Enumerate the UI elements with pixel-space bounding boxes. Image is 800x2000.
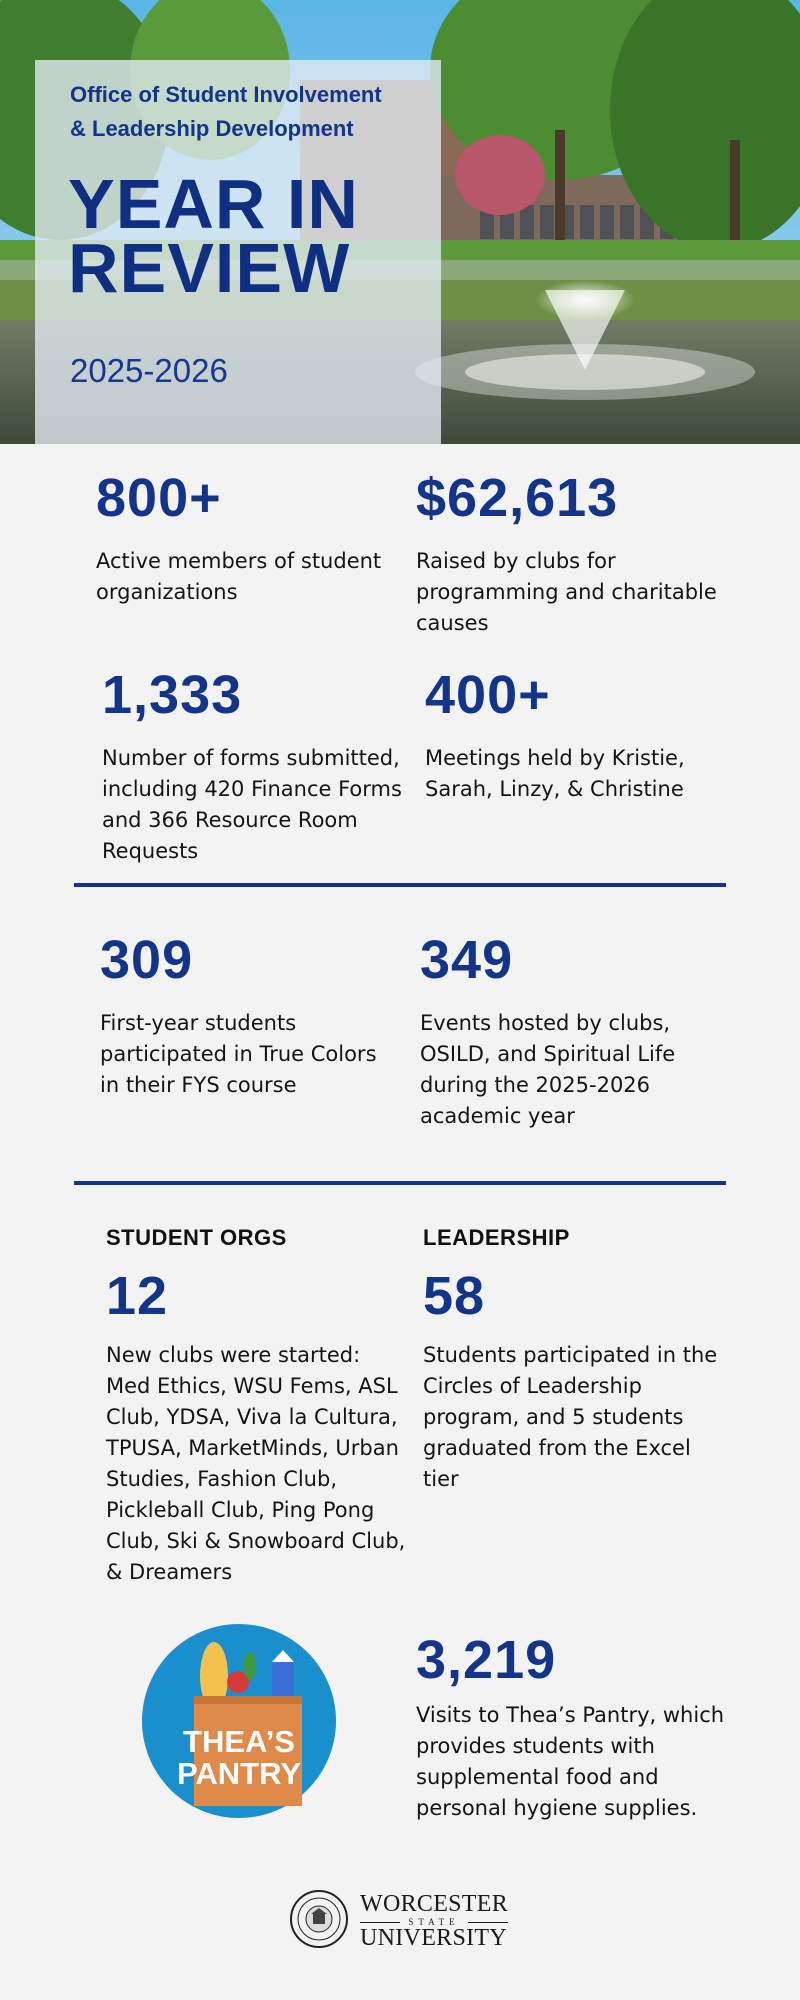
stat-forms (102, 665, 412, 867)
leadership-heading: LEADERSHIP (423, 1225, 570, 1250)
stat-meetings (425, 665, 725, 805)
office-name-line2: & Leadership Development (70, 116, 354, 141)
theas-pantry-logo (142, 1624, 336, 1818)
stat-leadership-value: 58 (423, 1266, 486, 1326)
page-title (68, 165, 438, 307)
section-divider-1 (74, 883, 726, 887)
stat-true-colors (100, 930, 400, 1101)
stat-members (96, 468, 396, 608)
section-divider-2 (74, 1181, 726, 1185)
stat-orgs-value: 12 (106, 1266, 169, 1326)
stat-members-value: 800+ (96, 468, 222, 528)
stat-pantry (416, 1630, 736, 1824)
stat-forms-value: 1,333 (102, 665, 243, 725)
stat-leadership-desc: Students participated in the Circles of Leadership program, and 5 students graduated from the Excel tier (423, 1343, 718, 1491)
office-name (70, 78, 440, 146)
university-name-line3: UNIVERSITY (360, 1925, 507, 1951)
stat-pantry-desc: Visits to Thea’s Pantry, which provides students with supplemental food and personal hygiene supplies. (416, 1703, 725, 1820)
academic-year: 2025-2026 (70, 352, 228, 389)
hero-banner (0, 0, 800, 444)
stat-meetings-desc: Meetings held by Kristie, Sarah, Linzy, & Christine (425, 746, 685, 801)
student-orgs-heading: STUDENT ORGS (106, 1225, 287, 1250)
stat-true-colors-value: 309 (100, 930, 194, 990)
stat-orgs-desc: New clubs were started: Med Ethics, WSU Fems, ASL Club, YDSA, Viva la Cultura, TPUSA, MarketMinds, Urban Studies, Fashion Club, Pickleball Club, Ping Pong Club, Ski & Snowboard Club, & Dreamers (106, 1343, 406, 1584)
pantry-logo-line2: PANTRY (177, 1756, 301, 1791)
university-seal-icon (290, 1890, 348, 1948)
page-title-line1: YEAR IN (68, 165, 359, 243)
stat-pantry-value: 3,219 (416, 1630, 557, 1690)
stat-meetings-value: 400+ (425, 665, 551, 725)
office-name-line1: Office of Student Involvement (70, 82, 382, 107)
university-name-line1: WORCESTER (360, 1891, 509, 1917)
stat-events-value: 349 (420, 930, 514, 990)
stat-raised-value: $62,613 (416, 468, 619, 528)
pantry-logo-line1: THEA’S (183, 1724, 295, 1759)
stat-student-orgs (106, 1224, 406, 1588)
page-title-line2: REVIEW (68, 229, 351, 307)
stat-forms-desc: Number of forms submitted, including 420 Finance Forms and 366 Resource Room Requests (102, 746, 402, 863)
stat-raised (416, 468, 730, 639)
university-logo (290, 1888, 520, 1950)
stat-members-desc: Active members of student organizations (96, 549, 382, 604)
university-name-line2: STATE (360, 1917, 508, 1927)
stat-events (420, 930, 720, 1132)
stat-raised-desc: Raised by clubs for programming and charitable causes (416, 549, 717, 635)
stat-events-desc: Events hosted by clubs, OSILD, and Spiritual Life during the 2025-2026 academic year (420, 1011, 676, 1128)
stat-leadership (423, 1224, 728, 1495)
stat-true-colors-desc: First-year students participated in True Colors in their FYS course (100, 1011, 377, 1097)
